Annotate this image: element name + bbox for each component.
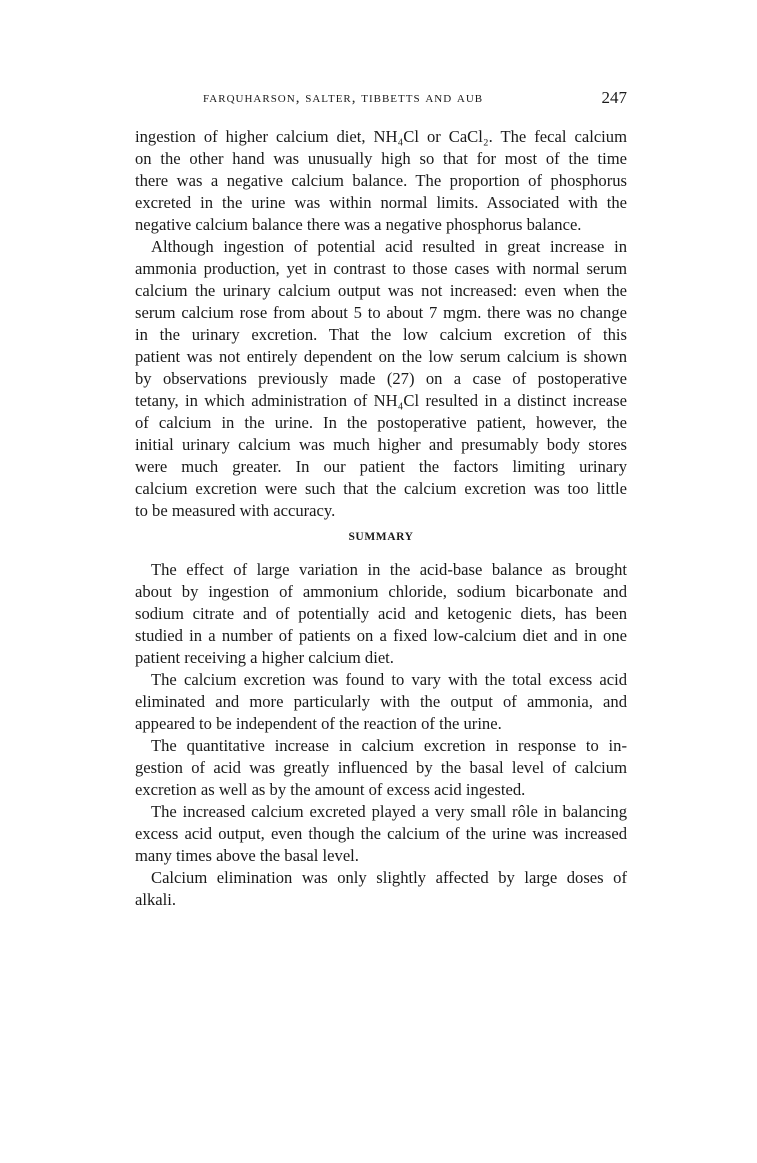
summary-heading: SUMMARY xyxy=(348,531,414,543)
paragraph xyxy=(135,867,627,911)
text-line: The calcium excretion was found to vary with the total excess acid xyxy=(151,670,627,689)
text-line: Although ingestion of potential acid resulted in great increase in xyxy=(151,237,627,256)
text-line: alkali. xyxy=(135,890,177,909)
text-line: appeared to be independent of the reaction of the urine. xyxy=(135,714,502,733)
text-line: were much greater. In our patient the factors limiting urinary xyxy=(135,457,627,476)
paragraph xyxy=(135,126,627,236)
running-title: farquharson, salter, tibbetts and aub xyxy=(203,90,484,106)
text-line: about by ingestion of ammonium chloride, sodium bicarbonate and xyxy=(135,582,627,601)
text-line: excreted in the urine was within normal limits. Associated with the xyxy=(135,193,627,212)
text-line: The effect of large variation in the acid-base balance as brought xyxy=(151,560,627,579)
text-line: by observations previously made (27) on a case of postoperative xyxy=(135,369,627,388)
text-line: excretion as well as by the amount of excess acid ingested. xyxy=(135,780,526,799)
text-line: serum calcium rose from about 5 to about 7 mgm. there was no change xyxy=(135,303,627,322)
paragraph xyxy=(135,735,627,801)
text-line: to be measured with accuracy. xyxy=(135,501,336,520)
text-line: The increased calcium excreted played a very small rôle in balancing xyxy=(151,802,627,821)
page-body xyxy=(135,126,627,911)
page-number: 247 xyxy=(601,88,627,107)
page-header xyxy=(135,88,627,110)
text-line: Calcium elimination was only slightly affected by large doses of xyxy=(151,868,627,887)
text-line: gestion of acid was greatly influenced by the basal level of calcium xyxy=(135,758,627,777)
text-line: there was a negative calcium balance. The proportion of phosphorus xyxy=(135,171,627,190)
text-line: excess acid output, even though the calcium of the urine was increased xyxy=(135,824,627,843)
text-line: patient was not entirely dependent on the low serum calcium is shown xyxy=(135,347,627,366)
paragraph xyxy=(135,236,627,522)
text-line: studied in a number of patients on a fixed low-calcium diet and in one xyxy=(135,626,627,645)
text-line: tetany, in which administration of NH₄Cl resulted in a distinct increase xyxy=(135,391,627,410)
paragraph xyxy=(135,801,627,867)
text-line: of calcium in the urine. In the postoperative patient, however, the xyxy=(135,413,627,432)
text-line: initial urinary calcium was much higher and presumably body stores xyxy=(135,435,627,454)
section-before-summary xyxy=(135,126,627,522)
text-line: sodium citrate and of potentially acid and ketogenic diets, has been xyxy=(135,604,627,623)
text-line: ingestion of higher calcium diet, NH₄Cl or CaCl₂. The fecal calcium xyxy=(135,127,627,146)
paragraph xyxy=(135,669,627,735)
text-line: eliminated and more particularly with the output of ammonia, and xyxy=(135,692,627,711)
text-line: patient receiving a higher calcium diet. xyxy=(135,648,394,667)
text-line: on the other hand was unusually high so that for most of the time xyxy=(135,149,627,168)
text-line: many times above the basal level. xyxy=(135,846,359,865)
text-line: The quantitative increase in calcium excretion in response to in- xyxy=(151,736,627,755)
text-line: calcium the urinary calcium output was not increased: even when the xyxy=(135,281,627,300)
text-line: negative calcium balance there was a negative phosphorus balance. xyxy=(135,215,582,234)
text-line: in the urinary excretion. That the low calcium excretion of this xyxy=(135,325,627,344)
summary-section xyxy=(135,559,627,911)
paragraph xyxy=(135,559,627,669)
text-line: ammonia production, yet in contrast to those cases with normal serum xyxy=(135,259,627,278)
text-line: calcium excretion were such that the calcium excretion was too little xyxy=(135,479,627,498)
